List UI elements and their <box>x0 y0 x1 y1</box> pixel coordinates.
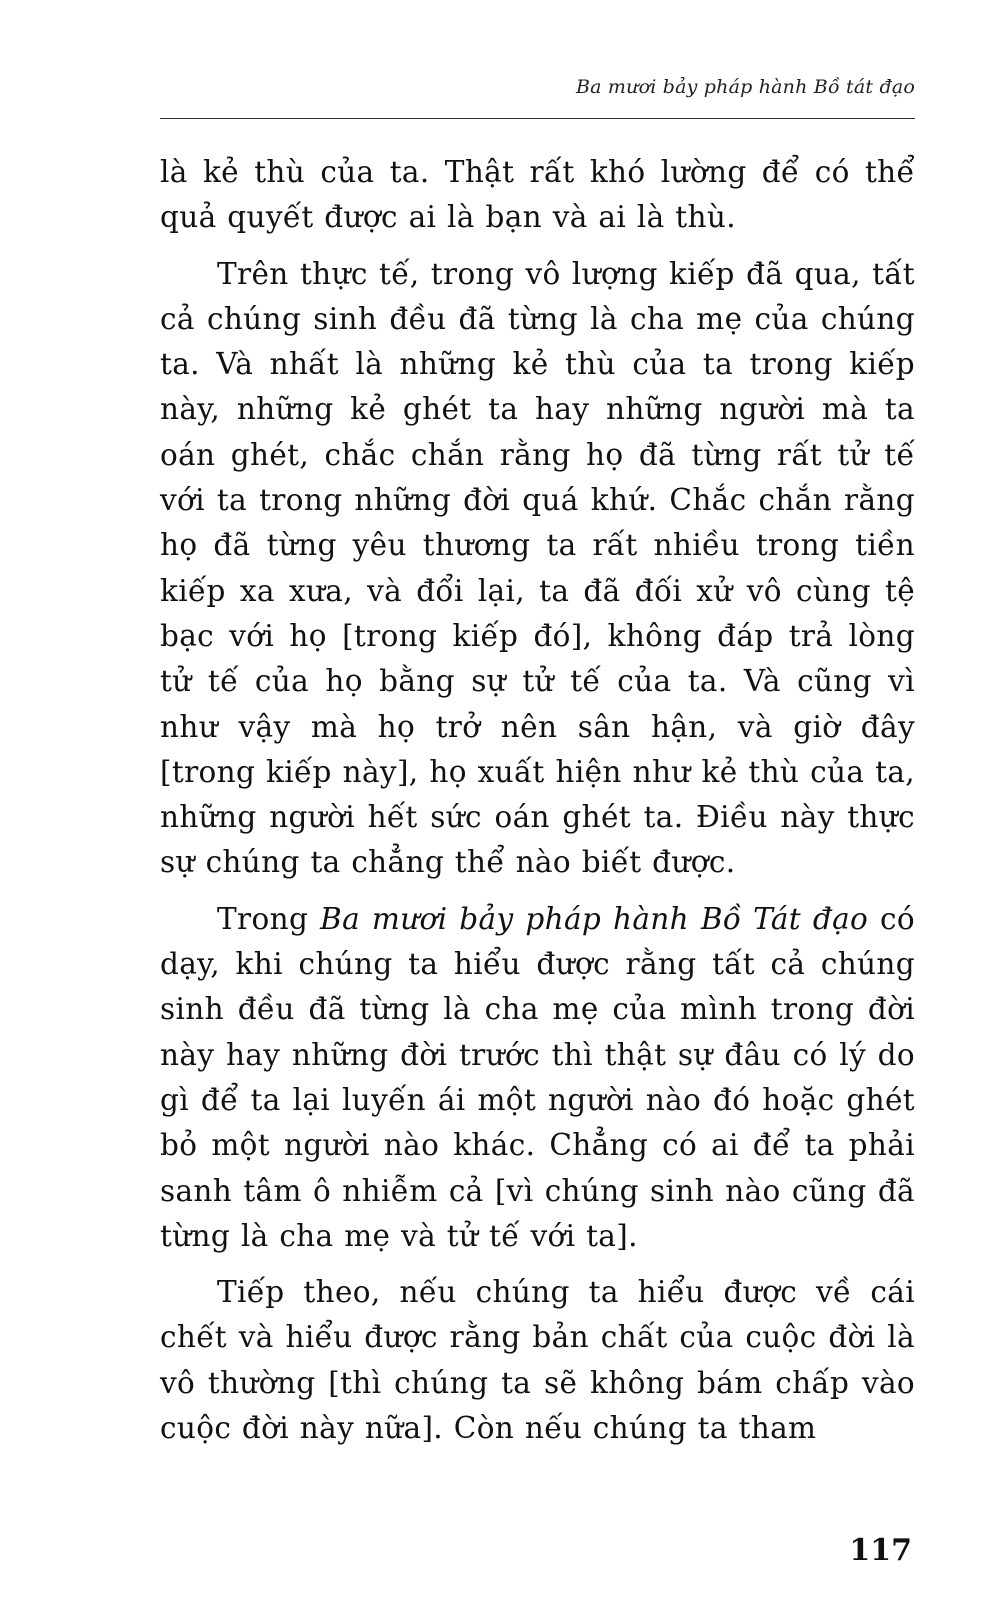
paragraph-3-lead: Trong <box>217 901 321 936</box>
paragraph-3 <box>160 897 915 1259</box>
paragraph-4: Tiếp theo, nếu chúng ta hiểu được về cái chết và hiểu được rằng bản chất của cuộc đời là vô thường [thì chúng ta sẽ không bám chấp vào cuộc đời này nữa]. Còn nếu chúng ta tham <box>160 1275 915 1446</box>
paragraph-1: là kẻ thù của ta. Thật rất khó lường để có thể quả quyết được ai là bạn và ai là thù. <box>160 155 915 235</box>
page-number: 117 <box>849 1533 912 1568</box>
paragraph-3-rest: có dạy, khi chúng ta hiểu được rằng tất cả chúng sinh đều đã từng là cha mẹ của mình trong đời này hay những đời trước thì thật sự đâu có lý do gì để ta lại luyến ái một người nào đó hoặc ghét bỏ một người nào khác. Chẳng có ai để ta phải sanh tâm ô nhiễm cả [vì chúng sinh nào cũng đã từng là cha mẹ và tử tế với ta]. <box>160 901 916 1253</box>
header-divider <box>160 118 915 119</box>
paragraph-2: Trên thực tế, trong vô lượng kiếp đã qua, tất cả chúng sinh đều đã từng là cha mẹ của chúng ta. Và nhất là những kẻ thù của ta trong kiếp này, những kẻ ghét ta hay những người mà ta oán ghét, chắc chắn rằng họ đã từng rất tử tế với ta trong những đời quá khứ. Chắc chắn rằng họ đã từng yêu thương ta rất nhiều trong tiền kiếp xa xưa, và đổi lại, ta đã đối xử vô cùng tệ bạc với họ [trong kiếp đó], không đáp trả lòng tử tế của họ bằng sự tử tế của ta. Và cũng vì như vậy mà họ trở nên sân hận, và giờ đây [trong kiếp này], họ xuất hiện như kẻ thù của ta, những người hết sức oán ghét ta. Điều này thực sự chúng ta chẳng thể nào biết được. <box>160 256 915 880</box>
book-title-reference: Ba mươi bảy pháp hành Bồ Tát đạo <box>320 901 869 936</box>
body-text <box>160 150 915 1451</box>
running-header: Ba mươi bảy pháp hành Bồ tát đạo <box>575 76 915 98</box>
